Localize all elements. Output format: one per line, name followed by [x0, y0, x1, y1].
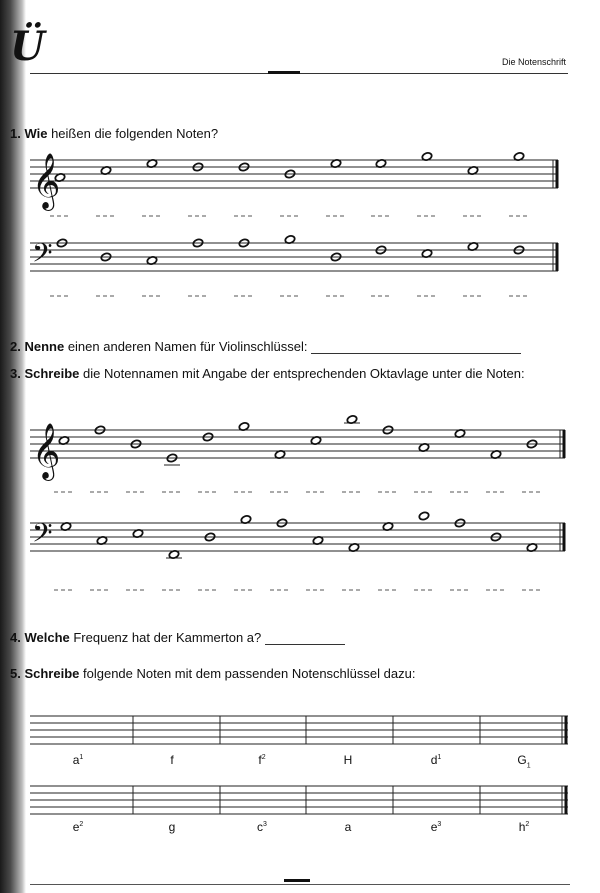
note-name: e — [430, 820, 438, 834]
octave-mark: 3 — [263, 821, 267, 828]
note-name: G — [517, 753, 527, 767]
note-name: f — [170, 753, 174, 767]
octave-mark: 1 — [437, 754, 442, 761]
question-keyword: Welche — [24, 630, 70, 645]
q5-row1-label — [152, 753, 192, 767]
q5-row1-label — [328, 753, 368, 767]
octave-mark: 2 — [261, 754, 266, 761]
question-text: heißen die folgenden Noten? — [47, 126, 219, 141]
note-name: a — [344, 820, 352, 834]
page-number-mark — [284, 879, 310, 882]
staff-q1-bass — [30, 235, 558, 296]
question-keyword: Schreibe — [24, 666, 80, 681]
staff-q5-row1 — [30, 716, 568, 744]
staff-q5-row2 — [30, 786, 568, 814]
note-name: e — [72, 820, 80, 834]
question-text: einen anderen Namen für Violinschlüssel: — [64, 339, 308, 354]
whole-note — [418, 511, 429, 521]
q5-row1-label — [58, 753, 98, 767]
question-number: 2. — [10, 339, 21, 354]
question-number: 3. — [10, 366, 21, 381]
staff-q3-treble — [30, 415, 565, 492]
question-text: folgende Noten mit dem passenden Notenschlüssel dazu: — [79, 666, 416, 681]
bass-clef-icon: 𝄢 — [32, 517, 53, 555]
note-name: a — [72, 753, 80, 767]
treble-clef-icon: 𝄞 — [32, 153, 61, 209]
staff-q1-treble — [30, 152, 558, 216]
note-name: d — [430, 753, 438, 767]
note-name: H — [343, 753, 353, 767]
q5-row2-label — [504, 820, 544, 834]
question-number: 4. — [10, 630, 21, 645]
q5-row1-label — [504, 753, 544, 769]
question-keyword: Wie — [24, 126, 48, 141]
q5-row1-label — [242, 753, 282, 767]
footer-rule — [30, 884, 570, 885]
q5-row2-label — [58, 820, 98, 834]
treble-clef-icon: 𝄞 — [32, 423, 61, 479]
question-keyword: Nenne — [24, 339, 65, 354]
octave-mark: 1 — [79, 754, 84, 761]
q5-row1-label — [416, 753, 456, 767]
question-text: Frequenz hat der Kammerton a? — [69, 630, 262, 645]
question-keyword: Schreibe — [24, 366, 80, 381]
q5-row2-label — [416, 820, 456, 834]
question-number: 1. — [10, 126, 21, 141]
question-text: die Notennamen mit Angabe der entsprechenden Oktavlage unter die Noten: — [79, 366, 525, 381]
octave-mark: 2 — [525, 821, 530, 828]
q5-row2-label — [242, 820, 282, 834]
chapter-logo: Ü — [10, 23, 39, 70]
octave-mark: 1 — [526, 762, 531, 770]
bass-clef-icon: 𝄢 — [32, 237, 53, 275]
note-name: c — [257, 820, 264, 834]
q5-row2-label — [328, 820, 368, 834]
q5-row2-label — [152, 820, 192, 834]
note-name: h — [518, 820, 526, 834]
note-name: f — [258, 753, 262, 767]
octave-mark: 3 — [437, 821, 442, 828]
note-name: g — [168, 820, 176, 834]
page-header-title: Die Notenschrift — [501, 57, 566, 67]
octave-mark: 2 — [79, 821, 84, 828]
question-number: 5. — [10, 666, 21, 681]
staff-q3-bass — [30, 511, 565, 590]
